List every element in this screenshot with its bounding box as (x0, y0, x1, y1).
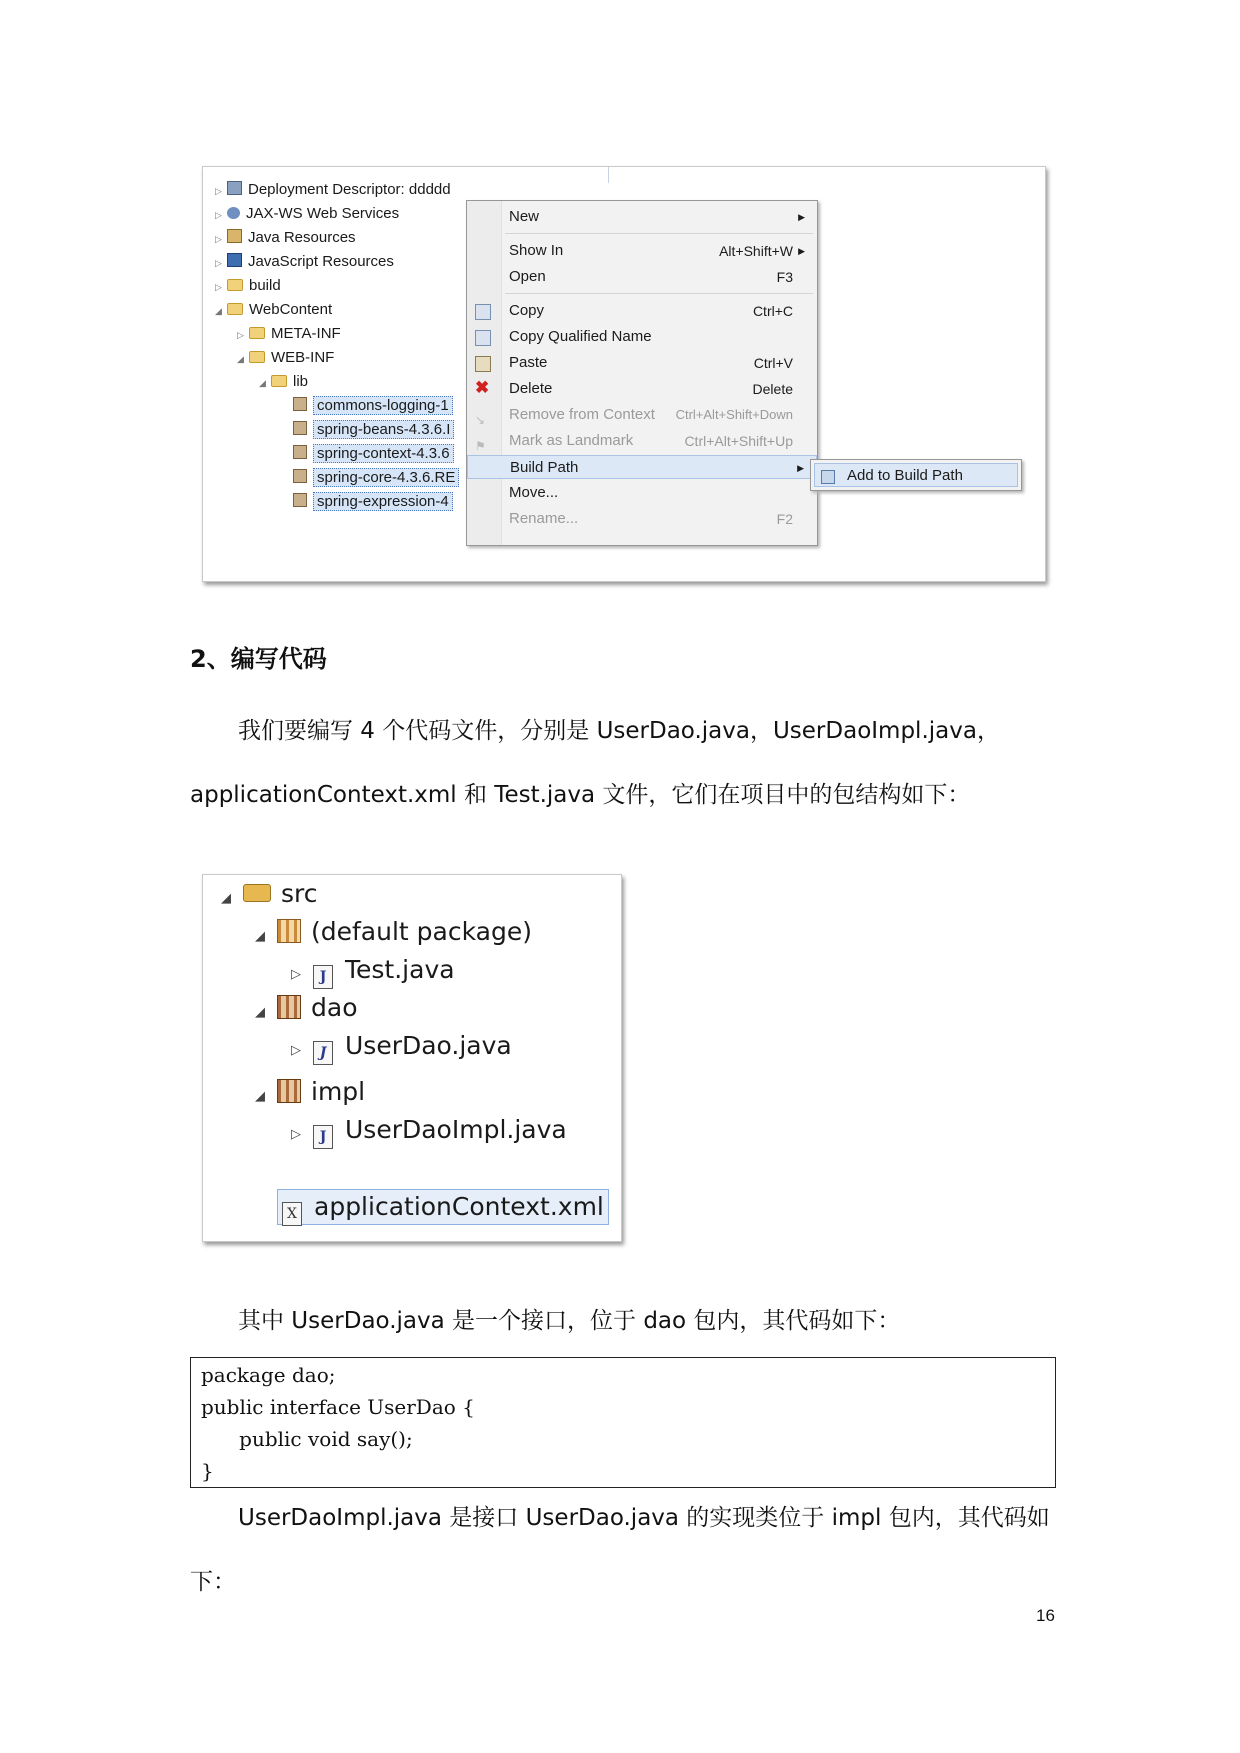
source-folder-icon (243, 884, 271, 902)
package-structure-screenshot (202, 874, 622, 1242)
delete-icon: ✖ (475, 378, 490, 397)
jar-icon (293, 421, 307, 435)
java-file-icon: J (313, 1125, 333, 1149)
tree-item-java-resources[interactable]: ▷ Java Resources (215, 229, 356, 246)
tree-item-web-inf[interactable]: ◢ WEB-INF (237, 349, 335, 366)
paragraph-line: applicationContext.xml 和 Test.java 文件，它们在项目中的包结构如下： (190, 782, 971, 808)
tree-item-application-context-xml[interactable]: X applicationContext.xml (277, 1189, 609, 1225)
remove-context-icon: ↘ (475, 413, 486, 427)
paragraph-line: 其中 UserDao.java 是一个接口，位于 dao 包内，其代码如下： (238, 1308, 901, 1334)
menu-item-show-in[interactable]: Show In Alt+Shift+W ▶ (467, 239, 817, 263)
webservice-icon (227, 207, 240, 219)
expanded-triangle-icon: ◢ (255, 1089, 265, 1104)
jar-icon (293, 397, 307, 411)
paragraph-line: 我们要编写 4 个代码文件，分别是 UserDao.java，UserDaoImpl.java， (238, 718, 1000, 744)
tree-item-userdaoimpl-java[interactable]: ▷ J UserDaoImpl.java (291, 1113, 567, 1147)
tree-item-jar[interactable]: spring-core-4.3.6.RE (293, 467, 459, 489)
xml-file-icon: X (282, 1202, 302, 1226)
view-divider (608, 166, 609, 183)
tree-item-jar[interactable]: spring-context-4.3.6 (293, 443, 454, 465)
code-line: package dao; (201, 1363, 336, 1387)
tree-item-build[interactable]: ▷ build (215, 277, 281, 294)
section-heading: 2、编写代码 (190, 645, 327, 673)
collapsed-triangle-icon: ▷ (291, 967, 301, 982)
menu-item-open[interactable]: Open F3 (509, 268, 793, 285)
paragraph-line: UserDaoImpl.java 是接口 UserDao.java 的实现类位于 impl 包内，其代码如 (238, 1505, 1050, 1531)
tree-item-dao[interactable]: ◢ dao (255, 991, 357, 1025)
menu-item-build-path[interactable]: Build Path ▶ (467, 455, 817, 479)
tree-item-jar[interactable]: spring-beans-4.3.6.I (293, 419, 454, 441)
collapsed-triangle-icon: ▷ (291, 1043, 301, 1058)
jar-icon (293, 469, 307, 483)
tree-item-jaxws[interactable]: ▷ JAX-WS Web Services (215, 205, 400, 222)
menu-item-rename[interactable]: Rename... F2 (509, 510, 793, 527)
build-path-icon (821, 470, 835, 484)
context-menu (466, 200, 818, 546)
menu-item-delete[interactable]: ✖ Delete Delete (475, 378, 793, 397)
jar-icon (293, 493, 307, 507)
folder-icon (227, 279, 243, 291)
expanded-triangle-icon: ◢ (221, 891, 231, 906)
page-number: 16 (1036, 1606, 1055, 1625)
tree-item-meta-inf[interactable]: ▷ META-INF (237, 325, 341, 342)
menu-item-move[interactable]: Move... (509, 484, 559, 501)
submenu-arrow-icon: ▶ (798, 246, 805, 256)
tree-item-default-package[interactable]: ◢ (default package) (255, 915, 532, 949)
java-resources-icon (227, 229, 242, 243)
menu-item-paste[interactable]: Paste Ctrl+V (467, 351, 817, 375)
code-line: public void say(); (201, 1427, 413, 1451)
landmark-icon: ⚑ (475, 439, 486, 453)
menu-item-mark-as-landmark[interactable]: ⚑ Mark as Landmark Ctrl+Alt+Shift+Up (475, 432, 793, 453)
menu-item-copy-qualified-name[interactable]: Copy Qualified Name (467, 325, 817, 349)
js-resources-icon (227, 253, 242, 267)
package-icon (277, 1079, 301, 1103)
tree-item-webcontent[interactable]: ◢ WebContent (215, 301, 333, 318)
copy-icon (475, 304, 491, 320)
folder-open-icon (271, 375, 287, 387)
submenu-arrow-icon: ▶ (798, 212, 805, 222)
expanded-triangle-icon: ◢ (255, 1005, 265, 1020)
code-line: public interface UserDao { (201, 1395, 475, 1419)
code-line: } (201, 1459, 214, 1483)
tree-item-userdao-java[interactable]: ▷ J UserDao.java (291, 1029, 512, 1063)
menu-separator (505, 293, 813, 294)
menu-item-new[interactable]: New ▶ (467, 205, 817, 229)
tree-item-test-java[interactable]: ▷ J Test.java (291, 953, 455, 987)
submenu-arrow-icon: ▶ (797, 463, 804, 473)
folder-open-icon (227, 303, 243, 315)
jar-icon (293, 445, 307, 459)
submenu-item-add-to-build-path[interactable]: Add to Build Path (814, 463, 1018, 487)
menu-separator (505, 233, 813, 234)
expanded-triangle-icon: ◢ (255, 929, 265, 944)
package-icon (277, 995, 301, 1019)
menu-item-remove-from-context[interactable]: ↘ Remove from Context Ctrl+Alt+Shift+Down (475, 406, 793, 427)
tree-item-jar[interactable]: commons-logging-1 (293, 395, 453, 417)
package-icon (277, 919, 301, 943)
folder-open-icon (249, 351, 265, 363)
copy-qualified-name-icon (475, 330, 491, 346)
menu-item-copy[interactable]: Copy Ctrl+C (467, 299, 817, 323)
tree-item-lib[interactable]: ◢ lib (259, 373, 309, 390)
descriptor-icon (227, 181, 242, 195)
java-file-icon: J (313, 965, 333, 989)
collapsed-triangle-icon: ▷ (291, 1127, 301, 1142)
paste-icon (475, 356, 491, 372)
tree-item-deployment-descriptor[interactable]: ▷ Deployment Descriptor: ddddd (215, 181, 451, 198)
java-interface-file-icon: J (313, 1041, 333, 1065)
folder-icon (249, 327, 265, 339)
tree-item-src[interactable]: ◢ src (221, 877, 318, 911)
tree-item-impl[interactable]: ◢ impl (255, 1075, 365, 1109)
paragraph-line: 下： (190, 1569, 236, 1595)
build-path-submenu (810, 459, 1022, 491)
tree-item-js-resources[interactable]: ▷ JavaScript Resources (215, 253, 394, 270)
tree-item-jar[interactable]: spring-expression-4 (293, 491, 453, 513)
code-block (190, 1357, 1056, 1488)
